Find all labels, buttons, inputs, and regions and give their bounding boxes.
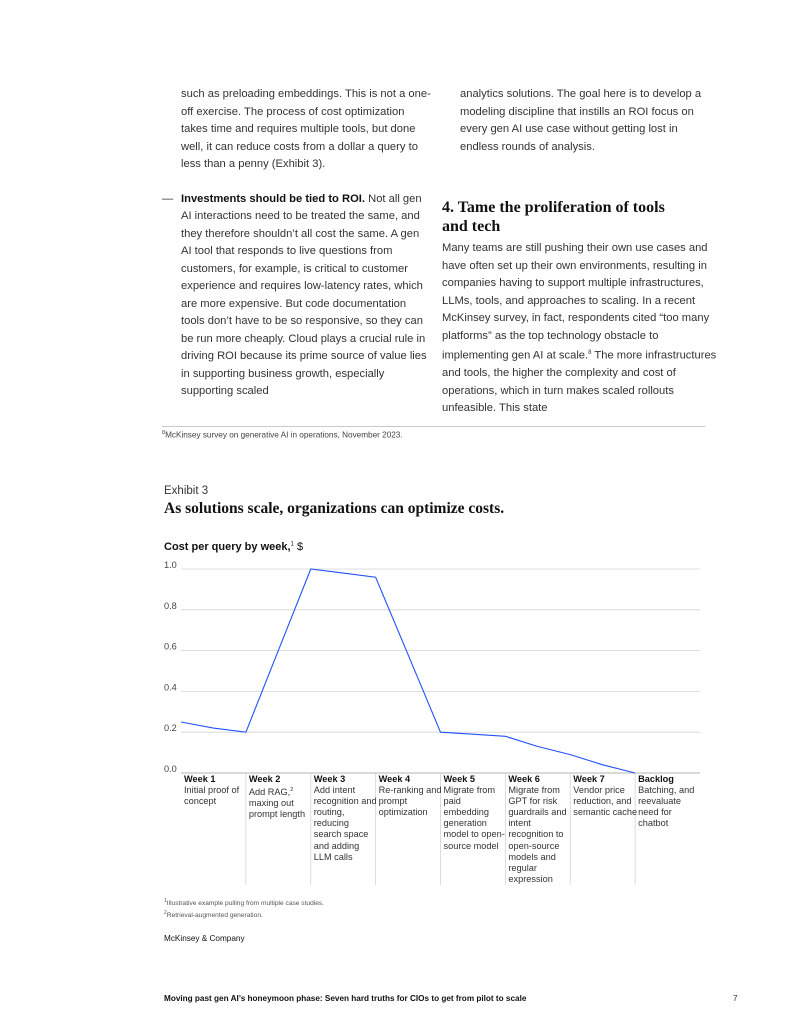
note-2: $^2$Retrieval-augmented generation. bbox=[164, 909, 263, 919]
week-column-7 bbox=[573, 774, 637, 818]
page-footer-title: Moving past gen AI’s honeymoon phase: Seven hard truths for CIOs to get from pilot to scale bbox=[164, 994, 527, 1003]
bullet-lead: Investments should be tied to ROI. bbox=[181, 192, 365, 205]
y-tick-label: 0.6 bbox=[164, 641, 177, 652]
chart-title-mark: 1 bbox=[290, 541, 294, 548]
section-heading: 4. Tame the proliferation of tools and tech bbox=[442, 199, 665, 235]
note-1: $^1$Illustrative example pulling from multiple case studies. bbox=[164, 898, 325, 908]
week-column-2 bbox=[249, 774, 313, 820]
bullet-text: Not all gen AI interactions need to be treated the same, and they therefore shouldn’t all cost the same. A gen AI tool that responds to live questions from customers, for example, is critical to customer experience and requires low-latency rates, which are more expensive. But code documentation tools don’t have to be so responsive, so they can be run more cheaply. Cloud plays a crucial rule in driving ROI because its prime source of value lies in supporting business growth, especially supporting scaled bbox=[181, 192, 427, 397]
week-label: Backlog bbox=[638, 774, 674, 784]
week-description: Vendor price reduction, and semantic cache bbox=[573, 785, 638, 818]
chart-title-text: Cost per query by week, bbox=[164, 541, 291, 553]
paragraph-cost-optimization: such as preloading embeddings. This is not a one-off exercise. The process of cost optimization takes time and requires multiple tools, but done well, it can reduce costs from a dollar a query to less than a penny (Exhibit 3). bbox=[181, 88, 431, 170]
week-column-1 bbox=[184, 774, 248, 807]
chart-notes bbox=[164, 897, 324, 921]
week-description: Add RAG, bbox=[248, 787, 291, 798]
week-column-3 bbox=[314, 774, 378, 863]
week-column-4 bbox=[379, 774, 443, 818]
y-tick-label: 0.2 bbox=[164, 723, 177, 734]
week-column-8 bbox=[638, 774, 702, 829]
week-description: Migrate from GPT for risk guardrails and intent recognition to open-source models and regular expression bbox=[508, 785, 567, 884]
y-tick-label: 0.4 bbox=[164, 682, 177, 693]
y-tick-label: 0.8 bbox=[164, 600, 177, 611]
week-column-5 bbox=[444, 774, 508, 852]
y-tick-label: 0.0 bbox=[164, 764, 177, 774]
week-label: Week 2 bbox=[248, 774, 281, 784]
week-label: Week 3 bbox=[313, 774, 346, 784]
week-label: Week 4 bbox=[378, 774, 411, 784]
week-column-6 bbox=[508, 774, 572, 885]
week-description: Initial proof of concept bbox=[184, 785, 240, 807]
paragraph-analytics-continuation: analytics solutions. The goal here is to develop a modeling discipline that instills an ROI focus on every gen AI use case without getting lost in endless rounds of analysis. bbox=[460, 88, 702, 153]
exhibit-title: As solutions scale, organizations can optimize costs. bbox=[164, 500, 505, 517]
week-label: Week 1 bbox=[184, 774, 216, 784]
week-footnote-mark: 2 bbox=[290, 787, 294, 794]
page-number: 7 bbox=[733, 994, 738, 1003]
footnote-text: McKinsey survey on generative AI in operations, November 2023. bbox=[165, 430, 403, 440]
body-part-b: The more infrastructures and tools, the higher the complexity and cost of operations, which in turn makes scaled rollouts unfeasible. This state bbox=[442, 349, 717, 415]
week-label: Week 5 bbox=[443, 774, 475, 784]
chart-title-unit: $ bbox=[293, 541, 304, 553]
week-label: Week 6 bbox=[508, 774, 540, 784]
exhibit-label: Exhibit 3 bbox=[164, 485, 209, 497]
week-label: Week 7 bbox=[573, 774, 605, 784]
week-description: Batching, and reevaluate need for chatbot bbox=[638, 785, 695, 829]
week-description: Add intent recognition and routing, reducing search space and adding LLM calls bbox=[313, 785, 377, 862]
bullet-dash: — bbox=[162, 192, 174, 205]
y-tick-label: 1.0 bbox=[164, 560, 177, 570]
footnote-mark: 8 bbox=[162, 430, 166, 436]
week-description: Re-ranking and prompt optimization bbox=[378, 785, 442, 818]
footnote-ref-8: 8 bbox=[588, 350, 592, 356]
week-description: Migrate from paid embedding generation model to open-source model bbox=[443, 785, 505, 851]
chart-y-ticks bbox=[164, 560, 177, 774]
body-part-a: Many teams are still pushing their own use cases and have often set up their own environments, resulting in companies having to support multiple infrastructures, LLMs, tools, and approaches to scaling. In a recent McKinsey survey, in fact, respondents cited “too many platforms” as the top technology obstacle to implementing gen AI at scale. bbox=[442, 242, 710, 362]
brand-name: McKinsey & Company bbox=[164, 934, 245, 943]
cost-series-line bbox=[181, 569, 635, 773]
week-description-cont: maxing out prompt length bbox=[248, 798, 306, 820]
chart-gridlines bbox=[181, 569, 700, 773]
